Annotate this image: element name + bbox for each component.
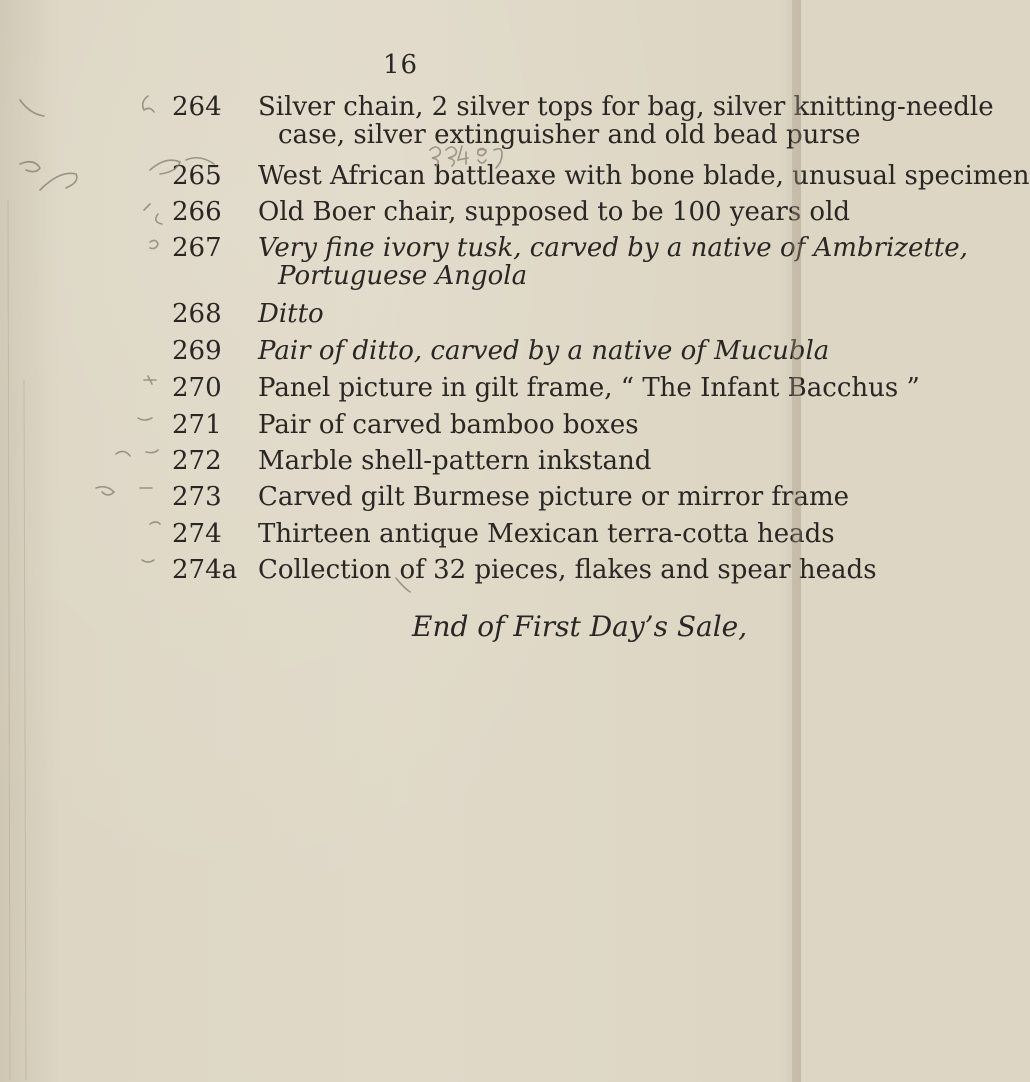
lot-description: Collection of 32 pieces, flakes and spear heads [258,555,877,585]
lot-description: Silver chain, 2 silver tops for bag, silver knitting-needle [258,92,994,122]
lot-number: 274a [172,555,238,585]
lot-description: Old Boer chair, supposed to be 100 years old [258,197,851,227]
lot-description: Very fine ivory tusk, carved by a native of Ambrizette, [258,233,968,263]
lot-number: 264 [172,92,222,122]
lot-description: Marble shell-pattern inkstand [258,446,652,476]
lot-description: Ditto [258,299,324,329]
lot-number: 265 [172,161,222,191]
lot-number: 272 [172,446,222,476]
page-number: 16 [382,50,419,80]
lot-number: 273 [172,482,222,512]
lot-number: 269 [172,336,222,366]
lot-description: Thirteen antique Mexican terra-cotta heads [258,519,835,549]
lot-number: 271 [172,410,222,440]
lot-description: Panel picture in gilt frame, “ The Infant Bacchus ” [258,373,920,403]
lot-description: Pair of carved bamboo boxes [258,410,639,440]
lot-description: Pair of ditto, carved by a native of Mucubla [258,336,830,366]
lot-description-continuation: case, silver extinguisher and old bead purse [278,120,861,150]
end-of-sale-note: End of First Day’s Sale, [412,610,748,643]
lot-number: 270 [172,373,222,403]
lot-number: 274 [172,519,222,549]
lot-number: 268 [172,299,222,329]
lot-number: 267 [172,233,222,263]
lot-description: Carved gilt Burmese picture or mirror frame [258,482,850,512]
lot-number: 266 [172,197,222,227]
lot-description: West African battleaxe with bone blade, unusual specimen [258,161,1030,191]
lot-description-continuation: Portuguese Angola [278,261,528,291]
